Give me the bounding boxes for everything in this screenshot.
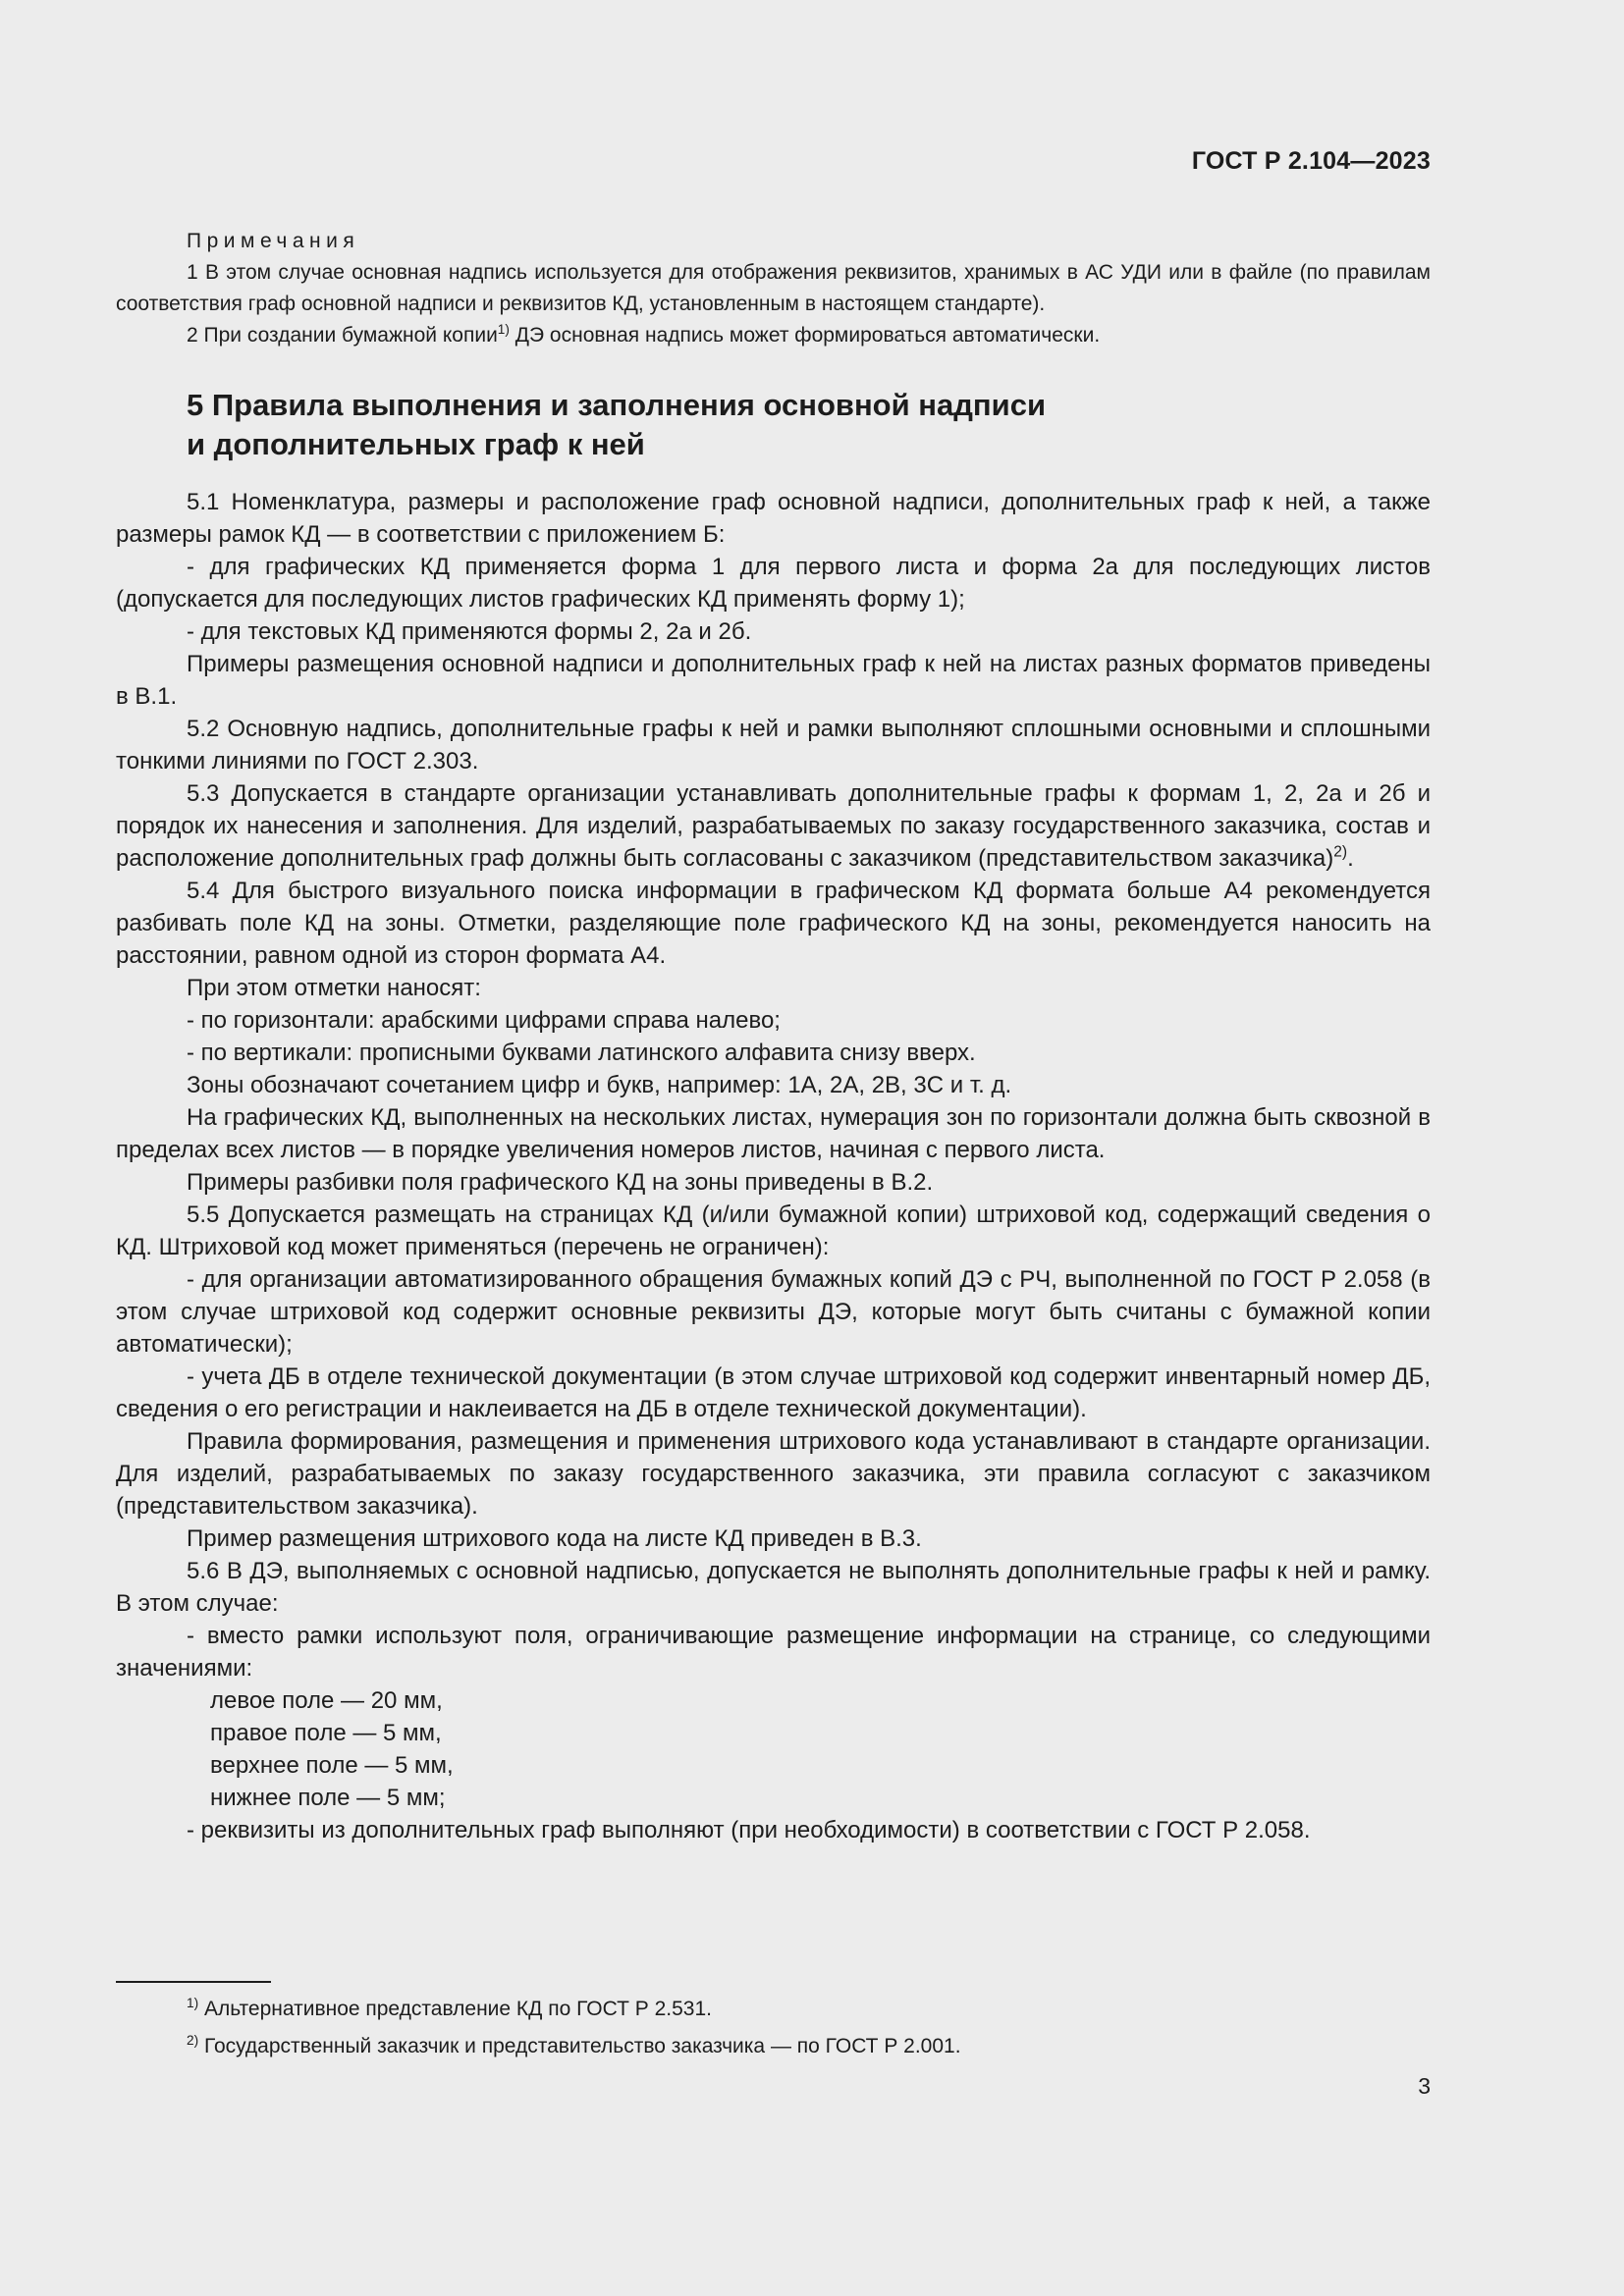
paragraph: На графических КД, выполненных на нескольких листах, нумерация зон по горизонтали должна быть сквозной в пределах всех листов — в порядке увеличения номеров листов, начиная с первого листа. xyxy=(116,1104,1431,1163)
paragraph: Примеры размещения основной надписи и дополнительных граф к ней на листах разных форматов приведены в В.1. xyxy=(116,651,1431,710)
list-item: - по вертикали: прописными буквами латинского алфавита снизу вверх. xyxy=(187,1040,976,1066)
paragraph: Правила формирования, размещения и применения штрихового кода устанавливают в стандарте организации. Для изделий, разрабатываемых по заказу государственного заказчика, эти правила согласуют с заказчиком (представительством заказчика). xyxy=(116,1428,1431,1520)
paragraph-5-3 xyxy=(116,777,1431,875)
list-item: - реквизиты из дополнительных граф выполняют (при необходимости) в соответствии с ГОСТ Р 2.058. xyxy=(187,1817,1311,1843)
list-item: - по горизонтали: арабскими цифрами справа налево; xyxy=(187,1007,781,1034)
note-2-text: 2 При создании бумажной копии xyxy=(187,324,498,347)
paragraph-5-3-text: 5.3 Допускается в стандарте организации устанавливать дополнительные графы к формам 1, 2, 2а и 2б и порядок их нанесения и заполнения. Для изделий, разрабатываемых по заказу государственного заказчика, состав и расположение дополнительных граф должны быть согласованы с заказчиком (представительством заказчика) xyxy=(116,780,1431,872)
footnote-1 xyxy=(116,1991,1431,2028)
paragraph: Зоны обозначают сочетанием цифр и букв, например: 1А, 2А, 2В, 3С и т. д. xyxy=(187,1072,1012,1098)
note-1: 1 В этом случае основная надпись используется для отображения реквизитов, хранимых в АС УДИ или в файле (по правилам соответствия граф основной надписи и реквизитов КД, установленным в настоящем стандарте). xyxy=(116,261,1431,315)
section-heading-line-1: 5 Правила выполнения и заполнения основной надписи xyxy=(187,388,1047,422)
paragraph-5-1: 5.1 Номенклатура, размеры и расположение граф основной надписи, дополнительных граф к ней, а также размеры рамок КД — в соответствии с приложением Б: xyxy=(116,489,1431,548)
footnote-ref-2[interactable]: 2) xyxy=(1333,843,1348,861)
list-item: - для графических КД применяется форма 1 для первого листа и форма 2а для последующих листов (допускается для последующих листов графических КД применять форму 1); xyxy=(116,554,1431,613)
footnote-1-text: Альтернативное представление КД по ГОСТ Р 2.531. xyxy=(198,1998,712,2020)
paragraph-5-2: 5.2 Основную надпись, дополнительные графы к ней и рамки выполняют сплошными основными и сплошными тонкими линиями по ГОСТ 2.303. xyxy=(116,716,1431,774)
paragraph-5-4: 5.4 Для быстрого визуального поиска информации в графическом КД формата больше А4 рекомендуется разбивать поле КД на зоны. Отметки, разделяющие поле графического КД на зоны, рекомендуется наносить на расстоянии, равном одной из сторон формата А4. xyxy=(116,878,1431,969)
note-2 xyxy=(116,320,1431,351)
section-body xyxy=(116,486,1431,1846)
paragraph-5-6: 5.6 В ДЭ, выполняемых с основной надписью, допускается не выполнять дополнительные графы к ней и рамку. В этом случае: xyxy=(116,1558,1431,1617)
list-item: - учета ДБ в отделе технической документации (в этом случае штриховой код содержит инвентарный номер ДБ, сведения о его регистрации и наклеивается на ДБ в отделе технической документации). xyxy=(116,1363,1431,1422)
list-item: - для текстовых КД применяются формы 2, 2а и 2б. xyxy=(187,618,752,645)
footnote-2 xyxy=(116,2028,1431,2065)
footnote-ref-1[interactable]: 1) xyxy=(497,321,510,337)
footnote-2-text: Государственный заказчик и представительство заказчика — по ГОСТ Р 2.001. xyxy=(198,2035,961,2057)
margin-value-top: верхнее поле — 5 мм, xyxy=(210,1752,454,1779)
paragraph-5-5: 5.5 Допускается размещать на страницах КД (и/или бумажной копии) штриховой код, содержащий сведения о КД. Штриховой код может применяться (перечень не ограничен): xyxy=(116,1201,1431,1260)
section-heading-line-2: и дополнительных граф к ней xyxy=(187,427,645,461)
footnote-2-mark: 2) xyxy=(187,2032,199,2048)
paragraph: Пример размещения штрихового кода на листе КД приведен в В.3. xyxy=(187,1525,922,1552)
notes-title: Примечания xyxy=(187,230,360,252)
list-item: - вместо рамки используют поля, ограничивающие размещение информации на странице, со следующими значениями: xyxy=(116,1623,1431,1682)
footnotes xyxy=(116,1991,1431,2065)
note-2-text-cont: ДЭ основная надпись может формироваться автоматически. xyxy=(509,324,1101,347)
list-item: - для организации автоматизированного обращения бумажных копий ДЭ с РЧ, выполненной по ГОСТ Р 2.058 (в этом случае штриховой код содержит основные реквизиты ДЭ, которые могут быть считаны с бумажной копии автоматически); xyxy=(116,1266,1431,1358)
paragraph-5-3-end: . xyxy=(1347,845,1354,872)
section-heading xyxy=(187,386,1267,464)
paragraph: При этом отметки наносят: xyxy=(187,975,481,1001)
page-number: 3 xyxy=(1418,2073,1431,2099)
footnote-1-mark: 1) xyxy=(187,1995,199,2010)
margin-value-right: правое поле — 5 мм, xyxy=(210,1720,442,1746)
footnote-divider xyxy=(116,1981,271,1983)
notes-block xyxy=(116,226,1431,351)
paragraph: Примеры разбивки поля графического КД на зоны приведены в В.2. xyxy=(187,1169,934,1196)
margin-value-bottom: нижнее поле — 5 мм; xyxy=(210,1785,446,1811)
margin-value-left: левое поле — 20 мм, xyxy=(210,1687,443,1714)
document-number-header: ГОСТ Р 2.104—2023 xyxy=(1191,147,1431,175)
